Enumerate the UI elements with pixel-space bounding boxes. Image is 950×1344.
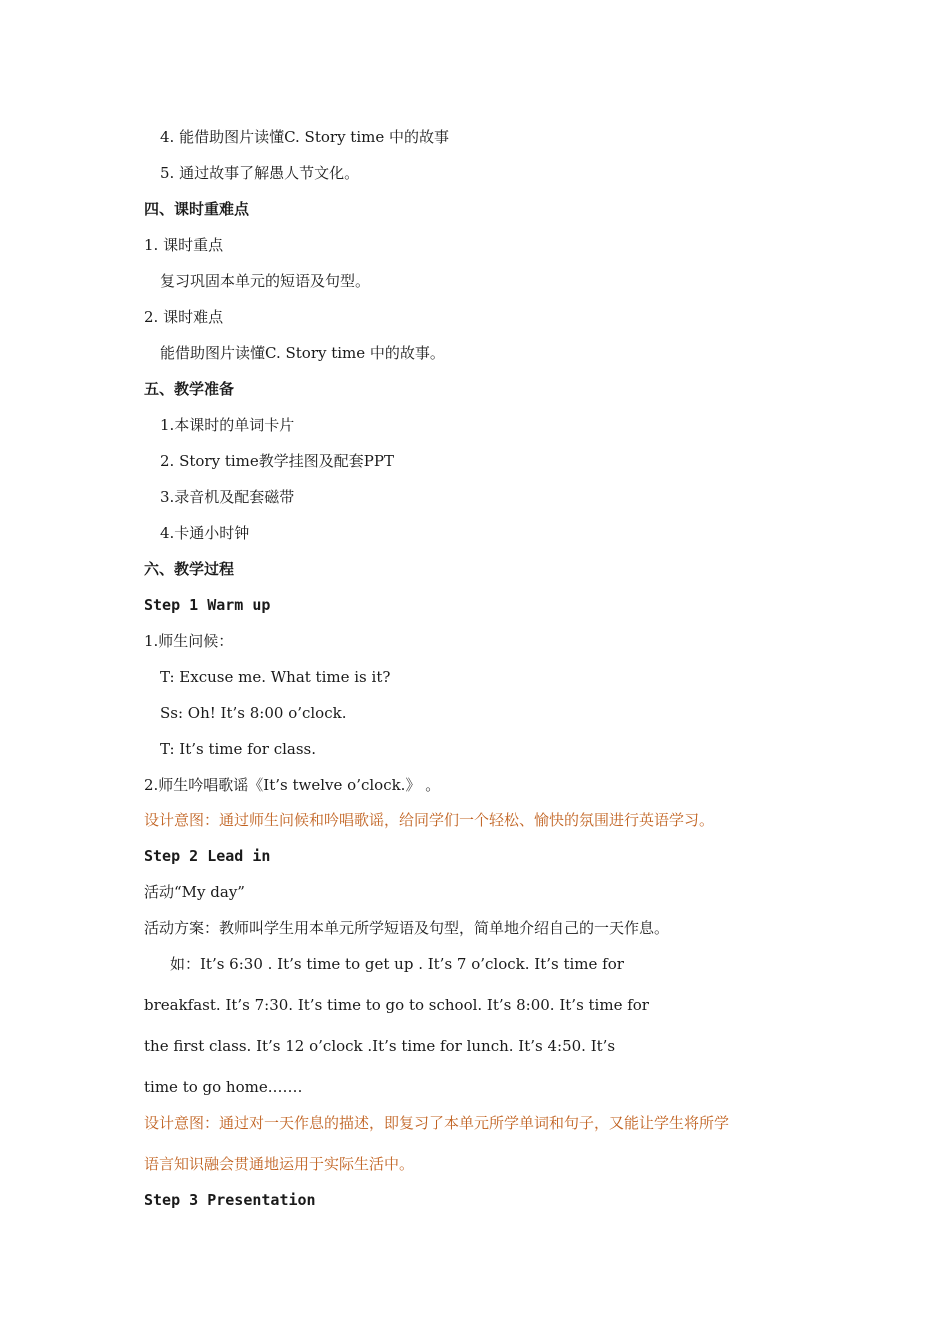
step1-title: Step 1 Warm up [144,596,271,614]
section-heading-key-difficult-points: 四、课时重难点 [144,200,250,218]
step3-title: Step 3 Presentation [144,1191,316,1209]
activity-label: 活动“My day” [144,883,245,901]
section-heading-teaching-process: 六、教学过程 [144,560,235,578]
difficult-points-title: 2. 课时难点 [144,308,224,326]
objective-5: 5. 通过故事了解愚人节文化。 [160,164,360,182]
preparation-item: 3.录音机及配套磁带 [160,488,295,506]
example-line: breakfast. It’s 7:30. It’s time to go to school. It’s 8:00. It’s time for [144,996,649,1014]
dialog-line: T: It’s time for class. [160,740,316,758]
example-line: 如：It’s 6:30 . It’s time to get up . It’s 7 o’clock. It’s time for [170,955,624,973]
objective-4: 4. 能借助图片读懂C. Story time 中的故事 [160,128,450,146]
activity-plan: 活动方案：教师叫学生用本单元所学短语及句型，简单地介绍自己的一天作息。 [144,919,670,937]
dialog-line: Ss: Oh! It’s 8:00 o’clock. [160,704,347,722]
design-intent-note: 语言知识融会贯通地运用于实际生活中。 [144,1155,415,1173]
example-line: time to go home.…… [144,1078,303,1096]
design-intent-note: 设计意图：通过对一天作息的描述，即复习了本单元所学单词和句子，又能让学生将所学 [144,1114,730,1132]
greeting-label: 1.师生问候： [144,632,234,650]
design-intent-note: 设计意图：通过师生问候和吟唱歌谣，给同学们一个轻松、愉快的氛围进行英语学习。 [144,811,715,829]
difficult-points-body: 能借助图片读懂C. Story time 中的故事。 [160,344,445,362]
key-points-body: 复习巩固本单元的短语及句型。 [160,272,371,290]
preparation-item: 1.本课时的单词卡片 [160,416,295,434]
example-line: the first class. It’s 12 o’clock .It’s time for lunch. It’s 4:50. It’s [144,1037,616,1055]
preparation-item: 2. Story time教学挂图及配套PPT [160,452,394,470]
dialog-line: T: Excuse me. What time is it? [160,668,391,686]
step2-title: Step 2 Lead in [144,847,271,865]
song-line: 2.师生吟唱歌谣《It’s twelve o’clock.》 。 [144,776,441,794]
section-heading-preparation: 五、教学准备 [144,380,235,398]
key-points-title: 1. 课时重点 [144,236,224,254]
preparation-item: 4.卡通小时钟 [160,524,250,542]
